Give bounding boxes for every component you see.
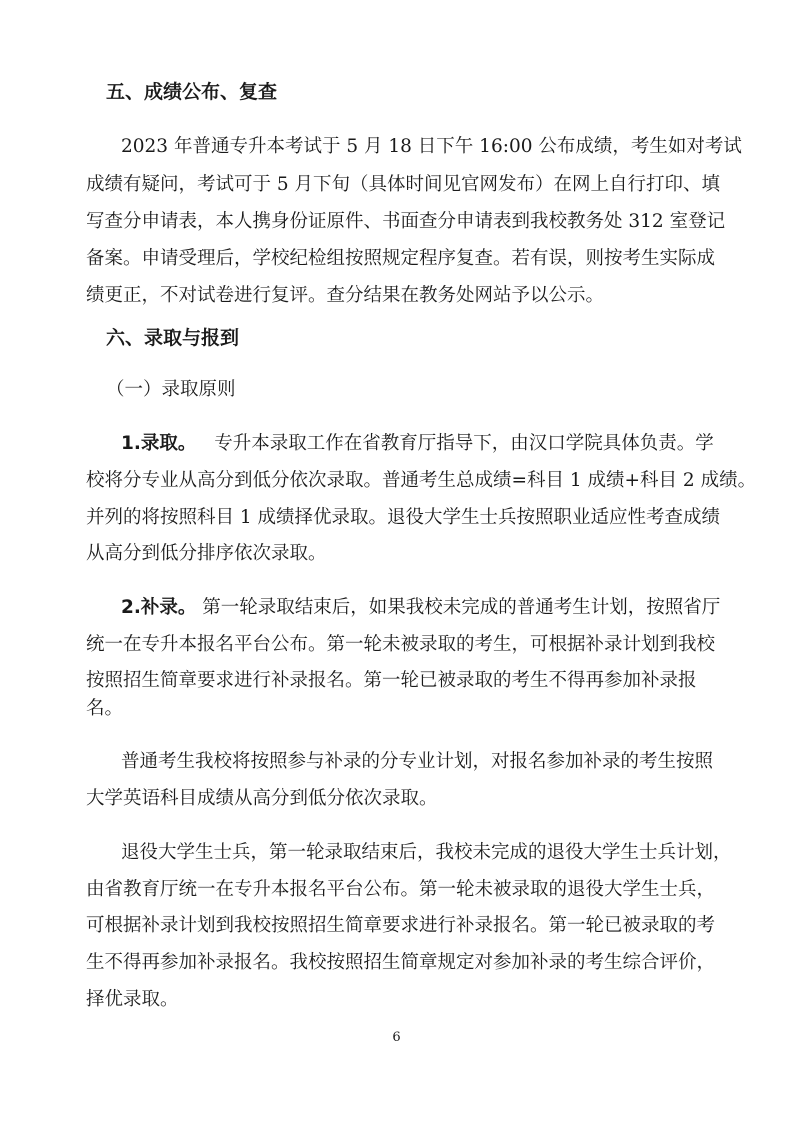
- item-2-label: 2.补录。: [121, 597, 197, 618]
- paragraph-line: 退役大学生士兵，第一轮录取结束后，我校未完成的退役大学生士兵计划，: [121, 842, 732, 863]
- paragraph-line: 可根据补录计划到我校按照招生简章要求进行补录报名。第一轮已被录取的考: [86, 915, 716, 936]
- section-6-heading: 六、录取与报到: [106, 327, 240, 349]
- paragraph-line: 从高分到低分排序依次录取。: [86, 543, 327, 564]
- item-1-first-line: 专升本录取工作在省教育厅指导下，由汉口学院具体负责。学: [214, 433, 714, 454]
- paragraph-line: 并列的将按照科目 1 成绩择优录取。退役大学生士兵按照职业适应性考查成绩: [86, 507, 721, 528]
- paragraph-line: 按照招生简章要求进行补录报名。第一轮已被录取的考生不得再参加补录报: [86, 670, 697, 691]
- paragraph-line: 写查分申请表，本人携身份证原件、书面查分申请表到我校教务处 312 室登记: [86, 211, 726, 232]
- page-number: 6: [392, 1030, 401, 1045]
- paragraph-line: 2023 年普通专升本考试于 5 月 18 日下午 16:00 公布成绩，考生如对考试: [121, 136, 742, 157]
- paragraph-line: 普通考生我校将按照参与补录的分专业计划，对报名参加补录的考生按照: [121, 751, 714, 772]
- item-2-first-line: 第一轮录取结束后，如果我校未完成的普通考生计划，按照省厅: [202, 597, 721, 618]
- paragraph-line: 生不得再参加补录报名。我校按照招生简章规定对参加补录的考生综合评价，: [86, 952, 716, 973]
- paragraph-line: 择优录取。: [86, 989, 179, 1010]
- paragraph-line: 名。: [86, 698, 124, 719]
- paragraph-line: 大学英语科目成绩从高分到低分依次录取。: [86, 788, 438, 809]
- item-1-label: 1.录取。: [121, 433, 197, 454]
- paragraph-line: [121, 596, 720, 620]
- paragraph-line: 成绩有疑问，考试可于 5 月下旬（具体时间见官网发布）在网上自行打印、填: [86, 174, 721, 195]
- subsection-heading: （一）录取原则: [106, 379, 236, 400]
- paragraph-line: 统一在专升本报名平台公布。第一轮未被录取的考生，可根据补录计划到我校: [86, 634, 716, 655]
- paragraph-line: 备案。申请受理后，学校纪检组按照规定程序复查。若有误，则按考生实际成: [86, 248, 716, 269]
- paragraph-line: 校将分专业从高分到低分依次录取。普通考生总成绩=科目 1 成绩+科目 2 成绩。: [86, 470, 757, 491]
- section-5-heading: 五、成绩公布、复查: [106, 81, 278, 103]
- paragraph-line: [121, 432, 714, 456]
- paragraph-line: 绩更正，不对试卷进行复评。查分结果在教务处网站予以公示。: [86, 285, 605, 306]
- paragraph-line: 由省教育厅统一在专升本报名平台公布。第一轮未被录取的退役大学生士兵，: [86, 879, 716, 900]
